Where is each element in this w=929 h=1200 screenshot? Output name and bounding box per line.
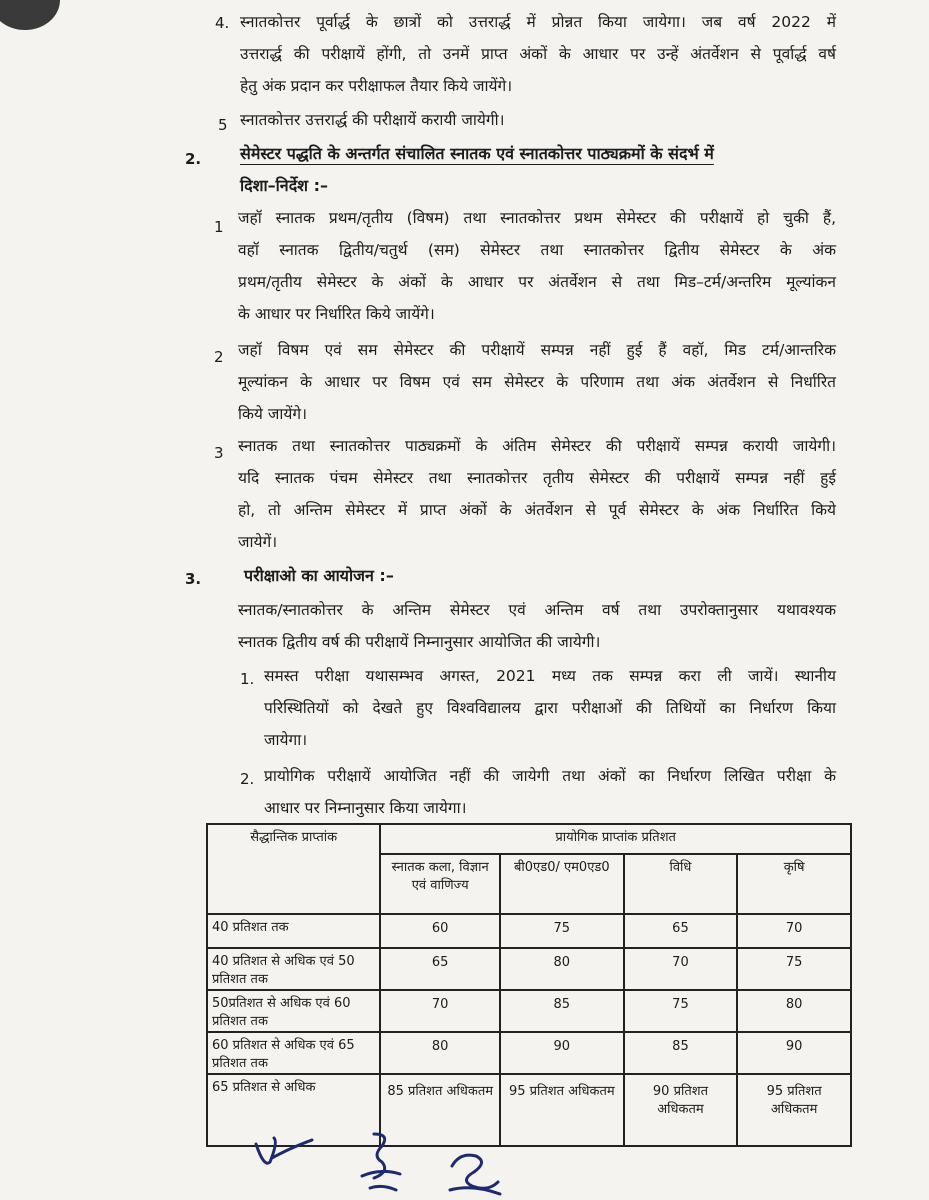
item-number: 3 [214, 444, 224, 462]
heading-line: परीक्षाओ का आयोजन :– [244, 566, 394, 585]
table-row [207, 1032, 851, 1074]
table-header-bed-med: बी0एड0/ एम0एड0 [500, 854, 624, 914]
section-number: 2. [185, 150, 202, 168]
text-line: स्नातकोत्तर पूर्वार्द्ध के छात्रों को उत्तरार्द्ध में प्रोन्नत किया जायेगा। जब वर्ष 2022 में [240, 13, 836, 31]
text-line: हो, तो अन्तिम सेमेस्टर में प्राप्त अंकों के अंतर्वेशन से पूर्व सेमेस्टर के अंक निर्धारित किये [238, 501, 836, 519]
heading-line: सेमेस्टर पद्धति के अन्तर्गत संचालित स्नातक एवं स्नातकोत्तर पाठ्यक्रमों के संदर्भ में [240, 144, 714, 163]
table-cell: 75 [624, 990, 738, 1032]
table-cell: 90 [500, 1032, 624, 1074]
sec1-item4-text [240, 6, 836, 102]
table-header-law: विधि [624, 854, 738, 914]
table-cell: 85 [624, 1032, 738, 1074]
table-cell: 60 [380, 914, 500, 948]
table-cell: 75 [500, 914, 624, 948]
signature-initial-1 [250, 1128, 320, 1172]
text-line: स्नातक द्वितीय वर्ष की परीक्षायें निम्नानुसार आयोजित की जायेगी। [238, 633, 601, 651]
text-line: प्रायोगिक परीक्षायें आयोजित नहीं की जायेगी तथा अंकों का निर्धारण लिखित परीक्षा के [264, 767, 836, 785]
text-line: जहॉ स्नातक प्रथम/तृतीय (विषम) तथा स्नातकोत्तर प्रथम सेमेस्टर की परीक्षायें हो चुकी हैं, [238, 209, 836, 227]
table-cell: 70 [380, 990, 500, 1032]
table-cell: 70 [737, 914, 851, 948]
text-line: परिस्थितियों को देखते हुए विश्वविद्यालय द्वारा परीक्षाओं की तिथियों का निर्धारण किया [264, 699, 836, 717]
table-cell: 85 प्रतिशत अधिकतम [380, 1074, 500, 1146]
table-cell: 65 [380, 948, 500, 990]
table-header-theory: सैद्धान्तिक प्राप्तांक [207, 824, 380, 914]
sec3-heading [244, 560, 394, 592]
item-number: 5 [218, 116, 228, 134]
sec1-item5-text [240, 104, 836, 136]
marks-table [206, 823, 852, 1147]
table-cell: 95 प्रतिशत अधिकतम [737, 1074, 851, 1146]
text-line: उत्तरार्द्ध की परीक्षायें होंगी, तो उनमें प्राप्त अंकों के आधार पर उन्हें अंतर्वेशन से पूर्वार्द्ध वर्ष [240, 45, 836, 63]
sec3-intro-text [238, 594, 836, 658]
sec2-item2-text [238, 334, 836, 430]
sec3-item1-text [264, 660, 836, 756]
item-number: 2. [240, 770, 255, 788]
text-line: स्नातक तथा स्नातकोत्तर पाठ्यक्रमों के अंतिम सेमेस्टर की परीक्षायें सम्पन्न करायी जायेगी। [238, 437, 836, 455]
text-line: समस्त परीक्षा यथासम्भव अगस्त, 2021 मध्य तक सम्पन्न करा ली जायें। स्थानीय [264, 667, 836, 685]
table-cell: 80 [380, 1032, 500, 1074]
row-label: 65 प्रतिशत से अधिक [207, 1074, 380, 1146]
signature-initial-2 [356, 1128, 406, 1196]
table-row [207, 990, 851, 1032]
table-row [207, 914, 851, 948]
table-cell: 95 प्रतिशत अधिकतम [500, 1074, 624, 1146]
row-label: 40 प्रतिशत से अधिक एवं 50 प्रतिशत तक [207, 948, 380, 990]
table-cell: 65 [624, 914, 738, 948]
corner-binder-mark [0, 0, 60, 30]
table-row [207, 948, 851, 990]
text-line: जायेगा। [264, 731, 308, 749]
text-line: किये जायेंगे। [238, 405, 307, 423]
table-cell: 70 [624, 948, 738, 990]
table-header-arts-science-commerce: स्नातक कला, विज्ञान एवं वाणिज्य [380, 854, 500, 914]
text-line: के आधार पर निर्धारित किये जायेंगे। [238, 305, 435, 323]
table-cell: 85 [500, 990, 624, 1032]
text-line: स्नातक/स्नातकोत्तर के अन्तिम सेमेस्टर एवं अन्तिम वर्ष तथा उपरोक्तानुसार यथावश्यक [238, 601, 836, 619]
sec3-item2-text [264, 760, 836, 824]
sec2-item3-text [238, 430, 836, 558]
table-cell: 75 [737, 948, 851, 990]
item-number: 4. [215, 14, 230, 32]
heading-line: दिशा–निर्देश :– [240, 176, 329, 195]
sec2-item1-text [238, 202, 836, 330]
table-header-practical-group: प्रायोगिक प्राप्तांक प्रतिशत [380, 824, 851, 854]
row-label: 60 प्रतिशत से अधिक एवं 65 प्रतिशत तक [207, 1032, 380, 1074]
text-line: हेतु अंक प्रदान कर परीक्षाफल तैयार किये जायेंगे। [240, 77, 513, 95]
text-line: आधार पर निम्नानुसार किया जायेगा। [264, 799, 467, 817]
text-line: जहॉ विषम एवं सम सेमेस्टर की परीक्षायें सम्पन्न नहीं हुई हैं वहॉ, मिड टर्म/आन्तरिक [238, 341, 836, 359]
item-number: 1 [214, 218, 224, 236]
table-cell: 80 [737, 990, 851, 1032]
text-line: प्रथम/तृतीय सेमेस्टर के अंकों के आधार पर अंतर्वेशन से तथा मिड–टर्म/अन्तरिम मूल्यांकन [238, 273, 836, 291]
sec2-heading [240, 138, 714, 202]
row-label: 50प्रतिशत से अधिक एवं 60 प्रतिशत तक [207, 990, 380, 1032]
text-line: वहॉ स्नातक द्वितीय/चतुर्थ (सम) सेमेस्टर तथा स्नातकोत्तर द्वितीय सेमेस्टर के अंक [238, 241, 836, 259]
item-number: 2 [214, 348, 224, 366]
row-label: 40 प्रतिशत तक [207, 914, 380, 948]
signature-initial-3 [442, 1146, 504, 1198]
section-number: 3. [185, 570, 202, 588]
item-number: 1. [240, 670, 255, 688]
text-line: यदि स्नातक पंचम सेमेस्टर तथा स्नातकोत्तर तृतीय सेमेस्टर की परीक्षायें सम्पन्न नहीं हुई [238, 469, 836, 487]
table-cell: 90 [737, 1032, 851, 1074]
text-line: जायेगें। [238, 533, 278, 551]
table-header-agriculture: कृषि [737, 854, 851, 914]
text-line: मूल्यांकन के आधार पर विषम एवं सम सेमेस्टर के परिणाम तथा अंक अंतर्वेशन से निर्धारित [238, 373, 836, 391]
table-cell: 90 प्रतिशत अधिकतम [624, 1074, 738, 1146]
text-line: स्नातकोत्तर उत्तरार्द्ध की परीक्षायें करायी जायेगी। [240, 111, 505, 129]
table-cell: 80 [500, 948, 624, 990]
